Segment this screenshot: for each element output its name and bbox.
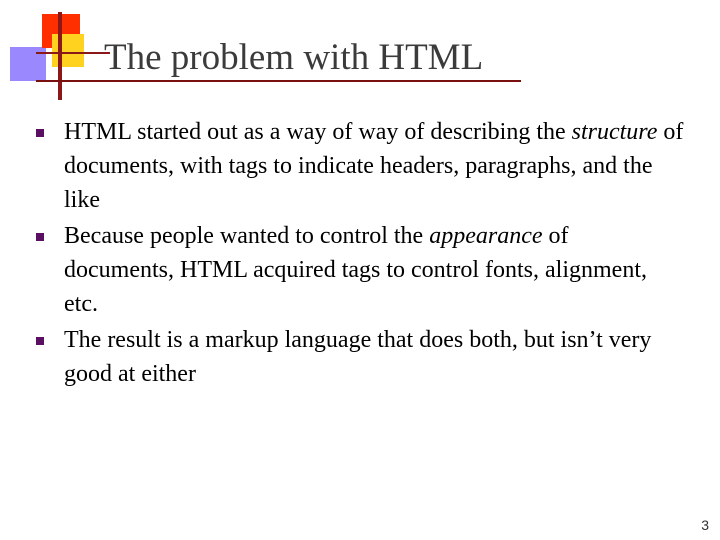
slide-title: The problem with HTML: [104, 37, 484, 78]
bullet-text: The result is a markup language that does both, but isn’t very good at either: [64, 327, 652, 387]
title-underline: [36, 80, 521, 82]
bullet-emphasis: structure: [571, 119, 658, 145]
square-bullet-icon: [36, 233, 44, 241]
bullet-text: of documents, HTML acquired tags to control fonts, alignment, etc.: [64, 223, 647, 317]
bullet-text: HTML started out as a way of way of describing the: [64, 119, 572, 145]
bullet-item: [0, 219, 684, 321]
logo-horizontal-line: [36, 52, 110, 54]
bullet-text: of documents, with tags to indicate headers, paragraphs, and the like: [64, 119, 684, 213]
bullet-list: [0, 115, 720, 393]
square-bullet-icon: [36, 129, 44, 137]
logo-vertical-line: [58, 12, 62, 100]
square-bullet-icon: [36, 337, 44, 345]
bullet-text: Because people wanted to control the: [64, 223, 430, 249]
bullet-emphasis: appearance: [429, 223, 543, 249]
bullet-item: [0, 115, 684, 217]
slide-logo-decoration: [0, 0, 110, 100]
logo-yellow-square: [52, 34, 84, 67]
slide-number: 3: [701, 517, 709, 533]
bullet-item: [0, 323, 684, 391]
